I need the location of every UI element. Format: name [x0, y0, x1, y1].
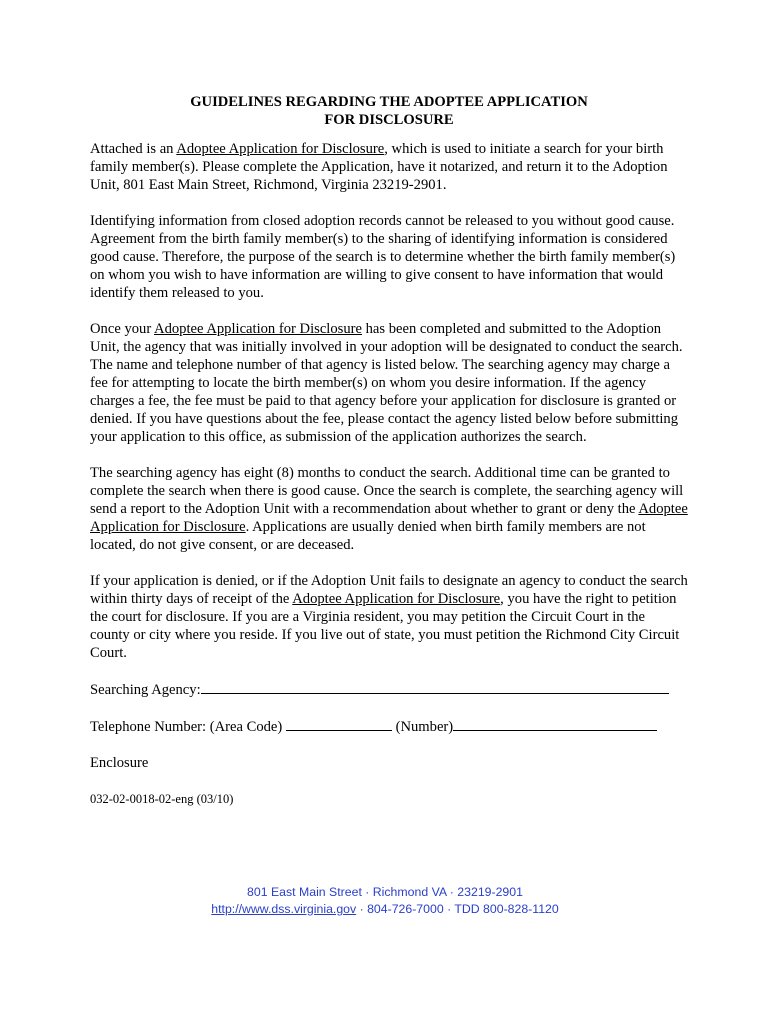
phone-number-blank[interactable] [453, 717, 657, 731]
document-title [90, 93, 688, 129]
application-title-ref-3: Adoptee Application for Disclosure [90, 501, 688, 535]
area-code-blank[interactable] [286, 717, 392, 731]
paragraph-3-pre: Once your [90, 321, 155, 337]
paragraph-4-pre: The searching agency has eight (8) months to conduct the search. Additional time can be granted to complete the search when there is good cause. Once the search is complete, the searching agency will send a report to the Adoption Unit with a recommendation about whether to grant or deny the [90, 465, 684, 517]
paragraph-4 [90, 464, 688, 554]
enclosure-note: Enclosure [90, 755, 149, 771]
paragraph-5-post: , you have the right to petition the court for disclosure. If you are a Virginia resident, you may petition the Circuit Court in the county or city where you reside. If you live out of state, you must petition the Richmond City Circuit Court. [90, 591, 680, 661]
title-line-2: FOR DISCLOSURE [324, 112, 454, 128]
application-title-ref-2: Adoptee Application for Disclosure [154, 321, 362, 337]
paragraph-2: Identifying information from closed adoption records cannot be released to you without good cause. Agreement from the birth family member(s) to the sharing of identifying information is considered good cause. Therefore, the purpose of the search is to determine whether the birth family member(s) on whom you wish to have information are willing to give consent to have information that would identify them released to you. [90, 213, 676, 301]
paragraph-5 [90, 572, 688, 662]
footer-website-link[interactable]: http://www.dss.virginia.gov [211, 902, 357, 916]
form-code: 032-02-0018-02-eng (03/10) [90, 792, 234, 806]
telephone-row [90, 717, 688, 736]
paragraph-3 [90, 320, 688, 446]
footer [0, 884, 770, 918]
paragraph-1 [90, 140, 688, 194]
paragraph-3-post: has been completed and submitted to the Adoption Unit, the agency that was initially involved in your adoption will be designated to conduct the search. The name and telephone number of that agency is listed below. The searching agency may charge a fee for attempting to locate the birth member(s) on whom you desire information. If the agency charges a fee, the fee must be paid to that agency before your application for disclosure is granted or denied. If you have questions about the fee, please contact the agency listed below before submitting your application to this office, as submission of the application authorizes the search. [90, 321, 683, 445]
searching-agency-row [90, 680, 688, 699]
title-line-1: GUIDELINES REGARDING THE ADOPTEE APPLICATION [190, 94, 588, 110]
footer-address: 801 East Main Street · Richmond VA · 23219-2901 [247, 885, 523, 899]
paragraph-1-post: , which is used to initiate a search for your birth family member(s). Please complete the Application, have it notarized, and return it to the Adoption Unit, 801 East Main Street, Richmond, Virginia 23219-2901. [90, 141, 668, 193]
paragraph-1-pre: Attached is an [90, 141, 177, 157]
number-label: (Number) [395, 719, 454, 735]
paragraph-4-post: . Applications are usually denied when birth family members are not located, do not give consent, or are deceased. [90, 519, 646, 553]
paragraph-5-pre: If your application is denied, or if the Adoption Unit fails to designate an agency to conduct the search within thirty days of receipt of the [90, 573, 688, 607]
footer-contact-line [0, 901, 770, 918]
document-body [90, 93, 688, 808]
telephone-label: Telephone Number: (Area Code) [90, 719, 283, 735]
application-title-ref-4: Adoptee Application for Disclosure [292, 591, 501, 607]
searching-agency-blank[interactable] [201, 680, 669, 694]
footer-contact: · 804-726-7000 · TDD 800-828-1120 [356, 902, 559, 916]
application-title-ref-1: Adoptee Application for Disclosure [176, 141, 385, 157]
searching-agency-label: Searching Agency: [90, 682, 201, 698]
